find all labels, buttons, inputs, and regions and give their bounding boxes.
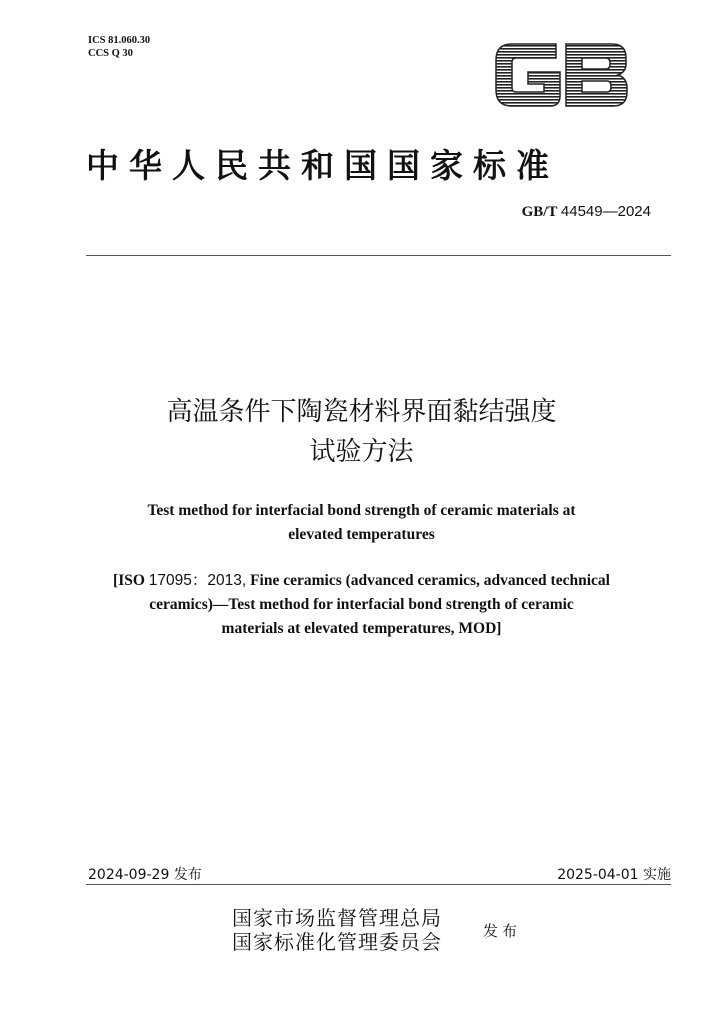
iso-reference-line1 bbox=[40, 569, 683, 593]
iso-reference-line3: materials at elevated temperatures, MOD] bbox=[221, 620, 502, 637]
release-date: 2024-09-29 发布 bbox=[88, 867, 202, 883]
footer-divider bbox=[86, 884, 671, 885]
iso-prefix: [ISO bbox=[113, 572, 145, 589]
english-title bbox=[60, 499, 663, 547]
standard-number-prefix: GB/T bbox=[521, 204, 558, 220]
standard-number-value: 44549—2024 bbox=[560, 203, 651, 220]
standard-number bbox=[522, 203, 651, 221]
classification-codes bbox=[88, 34, 150, 60]
iso-reference bbox=[40, 569, 683, 641]
english-title-line2: elevated temperatures bbox=[288, 526, 435, 543]
english-title-line1: Test method for interfacial bond strength of ceramic materials at bbox=[147, 502, 576, 519]
chinese-title bbox=[0, 392, 723, 472]
ccs-code: CCS Q 30 bbox=[88, 48, 133, 59]
chinese-title-line2: 试验方法 bbox=[309, 437, 414, 467]
header-divider bbox=[86, 255, 671, 256]
gb-logo-graphic bbox=[490, 36, 633, 114]
issuer-samr: 国家市场监督管理总局 bbox=[232, 906, 442, 930]
issuing-authorities bbox=[232, 906, 442, 954]
issuer-sac: 国家标准化管理委员会 bbox=[232, 930, 442, 954]
iso-number: 17095：2013, bbox=[148, 572, 247, 589]
effective-date: 2025-04-01 实施 bbox=[557, 867, 671, 883]
iso-title-part1: Fine ceramics (advanced ceramics, advanced technical bbox=[250, 572, 610, 589]
publish-label: 发布 bbox=[483, 922, 522, 940]
standard-category-title: 中华人民共和国国家标准 bbox=[86, 146, 559, 185]
chinese-title-line1: 高温条件下陶瓷材料界面黏结强度 bbox=[166, 397, 557, 427]
iso-reference-line2: ceramics)—Test method for interfacial bond strength of ceramic bbox=[149, 596, 574, 613]
gb-logo bbox=[490, 36, 633, 114]
ics-code: ICS 81.060.30 bbox=[88, 35, 151, 46]
